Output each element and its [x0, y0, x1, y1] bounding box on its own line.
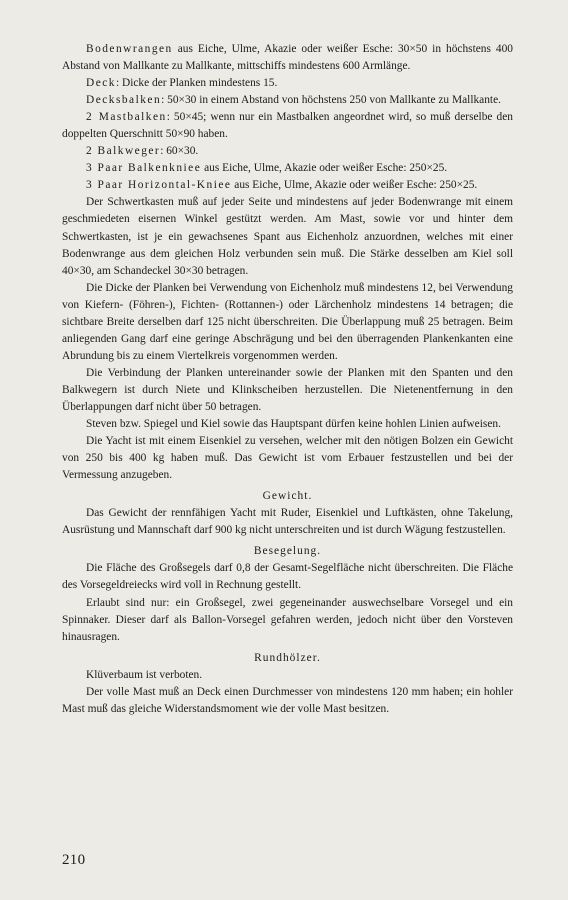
spaced-lead-term: Deck: [86, 77, 116, 90]
section-heading-gewicht: Gewicht.: [262, 490, 313, 503]
paragraph-deck: Deck: Dicke der Planken mindestens 15.: [86, 77, 278, 90]
paragraph-planken-dicke: Die Dicke der Planken bei Verwendung von Eichenholz muß mindestens 12, bei Verwendung von Kiefern- (Föhren-), Fichten- (Rottannen-) oder Lärchenholz mindestens 14 betragen; die sichtbare Breite derselben darf 125 nicht überschreiten. Die Überlappung muß 25 betragen. Beim anliegenden Gang darf eine geringe Abschrägung und bei den überragenden Plankenkanten eine Abrundung bis zu einem Viertelkreis vorgenommen werden.: [62, 281, 513, 362]
paragraph-schwertkasten: Der Schwertkasten muß auf jeder Seite und mindestens auf jeder Bodenwrange mit einem geschmiedeten eisernen Winkel gestützt werden. Am Mast, sowie vor und hinter dem Schwertkasten, ist je ein gewachsenes Spant aus Eichenholz anzuordnen, welches mit einer Bodenwrange aus dem gleichen Holz verbunden sein muß. Die Stärke desselben am Kiel soll 40×30, am Schandeckel 30×30 betragen.: [62, 196, 513, 277]
paragraph-bodenwrangen: Bodenwrangen aus Eiche, Ulme, Akazie oder weißer Esche: 30×50 in höchstens 400 Abstand von Mallkante zu Mallkante, mittschiffs mindestens 600 Armlänge.: [62, 43, 513, 73]
paragraph-kluverbaum: Klüverbaum ist verboten.: [86, 668, 203, 681]
spaced-lead-term: 3 Paar Horizontal-Kniee: [86, 179, 232, 192]
page-text: [62, 41, 513, 718]
paragraph-decksbalken: Decksbalken: 50×30 in einem Abstand von höchstens 250 von Mallkante zu Mallkante.: [86, 94, 502, 107]
spaced-lead-term: 2 Balkweger: [86, 145, 161, 158]
paragraph-mastbalken: 2 Mastbalken: 50×45; wenn nur ein Mastbalken angeordnet wird, so muß derselbe den doppelten Querschnitt 50×90 haben.: [62, 111, 513, 141]
section-heading-rundhoelzer: Rundhölzer.: [254, 651, 321, 664]
paragraph-horizontal-kniee: 3 Paar Horizontal-Kniee aus Eiche, Ulme, Akazie oder weißer Esche: 250×25.: [86, 179, 478, 192]
paragraph-balkenkniee: 3 Paar Balkenkniee aus Eiche, Ulme, Akazie oder weißer Esche: 250×25.: [86, 162, 448, 175]
spaced-lead-term: Decksbalken: [86, 94, 162, 107]
paragraph-gewicht: Das Gewicht der rennfähigen Yacht mit Ruder, Eisenkiel und Luftkästen, ohne Takelung, Ausrüstung und Mannschaft darf 900 kg nicht unterschreiten und ist durch Wägung festzustellen.: [62, 507, 513, 537]
paragraph-eisenkiel: Die Yacht ist mit einem Eisenkiel zu versehen, welcher mit den nötigen Bolzen ein Gewicht von 250 bis 400 kg haben muß. Das Gewicht ist vom Erbauer festzustellen und bei der Vermessung anzugeben.: [62, 435, 513, 482]
paragraph-mast: Der volle Mast muß an Deck einen Durchmesser von mindestens 120 mm haben; ein hohler Mast muß das gleiche Widerstandsmoment wie der volle Mast besitzen.: [62, 685, 513, 715]
section-heading-besegelung: Besegelung.: [253, 545, 322, 558]
spaced-lead-term: Bodenwrangen: [86, 43, 173, 55]
paragraph-steven: Steven bzw. Spiegel und Kiel sowie das Hauptspant dürfen keine hohlen Linien aufweisen.: [86, 418, 501, 431]
paragraph-planken-verbindung: Die Verbindung der Planken untereinander sowie der Planken mit den Spanten und den Balkwegern ist durch Niete und Klinkscheiben herzustellen. Die Nietenentfernung in den Überlappungen darf nicht über 50 betragen.: [62, 366, 513, 413]
paragraph-erlaubte-segel: Erlaubt sind nur: ein Großsegel, zwei gegeneinander auswechselbare Vorsegel und ein Spinnaker. Dieser darf als Ballon-Vorsegel gefahren werden, jedoch nicht über den Vorsteven hinausragen.: [62, 596, 513, 643]
page-number: 210: [62, 852, 86, 868]
spaced-lead-term: 2 Mastbalken: [86, 111, 167, 124]
spaced-lead-term: 3 Paar Balkenkniee: [86, 162, 202, 175]
paragraph-balkweger: 2 Balkweger: 60×30.: [86, 145, 199, 158]
paragraph-grosssegel: Die Fläche des Großsegels darf 0,8 der Gesamt-Segelfläche nicht überschreiten. Die Fläche des Vorsegeldreiecks wird voll in Rechnung gestellt.: [62, 562, 513, 592]
